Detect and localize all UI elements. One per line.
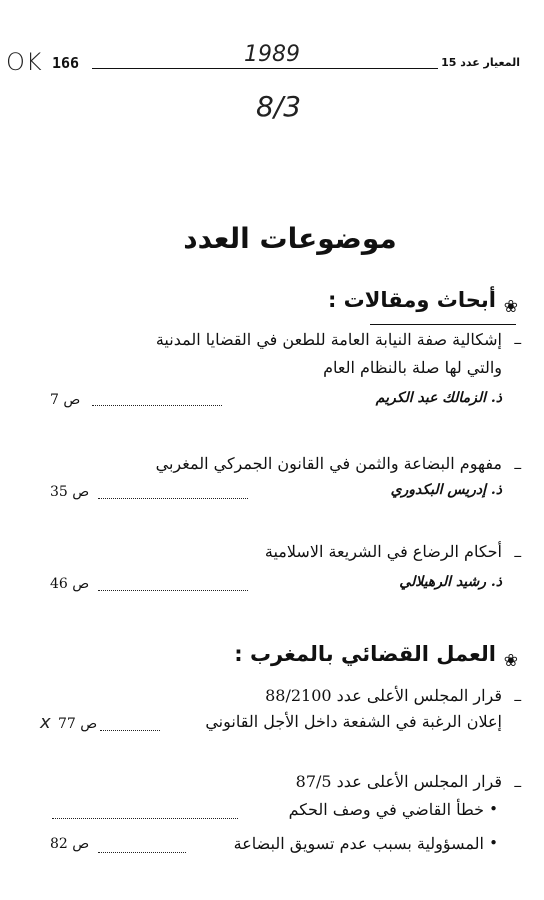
decision-subject: خطأ القاضي في وصف الحكم <box>288 800 484 819</box>
decision-reference: قرار المجلس الأعلى عدد 88/2100 <box>265 686 502 705</box>
leader-dots <box>98 852 186 853</box>
leader-dots <box>98 590 248 591</box>
section-heading-articles: أبحاث ومقالات : <box>327 288 496 312</box>
flower-asterisk-icon: ❀ <box>503 651 518 671</box>
handwritten-mark: x <box>40 712 51 733</box>
decision-dash: – <box>513 690 522 710</box>
handwritten-ok: OK <box>6 48 43 76</box>
article-dash: – <box>513 546 522 566</box>
article-title-line: إشكالية صفة النيابة العامة للطعن في القضايا المدنية <box>155 330 502 349</box>
leader-dots <box>100 730 160 731</box>
decision-subject: المسؤولية بسبب عدم تسويق البضاعة <box>233 834 484 853</box>
article-dash: – <box>513 458 522 478</box>
article-dash: – <box>513 333 522 353</box>
article-author: ذ. رشيد الرهيلالي <box>399 574 502 590</box>
article-page: ص 35 <box>50 484 90 500</box>
bullet: • <box>489 800 498 818</box>
journal-name: المعيار عدد 15 <box>441 56 520 69</box>
decision-subject: إعلان الرغبة في الشفعة داخل الأجل القانوني <box>205 712 502 731</box>
bullet: • <box>489 834 498 852</box>
article-page: ص 46 <box>50 576 90 592</box>
handwritten-year: 1989 <box>240 42 304 67</box>
article-page: ص 7 <box>50 392 81 408</box>
leader-dots <box>92 405 222 406</box>
decision-reference: قرار المجلس الأعلى عدد 87/5 <box>295 772 502 791</box>
page-title: موضوعات العدد <box>183 222 397 255</box>
header-rule <box>92 68 438 69</box>
page-number: 166 <box>52 54 80 72</box>
article-author: ذ. إدريس البكدوري <box>390 482 502 498</box>
decision-page: ص 82 <box>50 836 90 852</box>
handwritten-reference: 8/3 <box>256 90 302 123</box>
section-heading-underline <box>370 324 516 325</box>
leader-dots <box>98 498 248 499</box>
article-title-line: مفهوم البضاعة والثمن في القانون الجمركي المغربي <box>155 454 502 473</box>
leader-dots <box>52 818 238 819</box>
decision-page: ص 77 <box>58 716 98 732</box>
decision-dash: – <box>513 776 522 796</box>
article-title-line: أحكام الرضاع في الشريعة الاسلامية <box>264 542 502 561</box>
article-title-line: والتي لها صلة بالنظام العام <box>323 358 502 377</box>
flower-asterisk-icon: ❀ <box>503 297 518 317</box>
section-heading-jurisprudence: العمل القضائي بالمغرب : <box>234 642 496 666</box>
article-author: ذ. الزمالك عبد الكريم <box>375 390 502 406</box>
